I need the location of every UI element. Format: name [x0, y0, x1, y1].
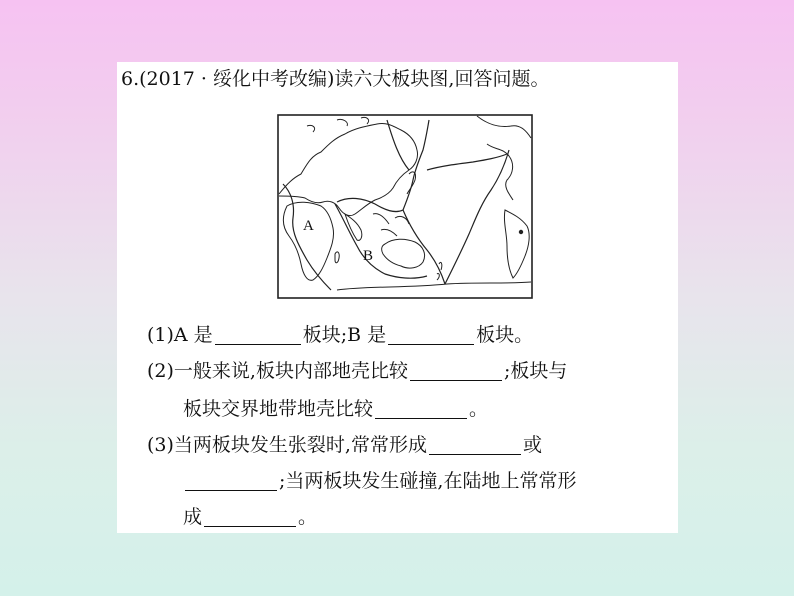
part-3-text-d: 成: [183, 506, 203, 528]
answer-blank-1b[interactable]: [388, 322, 474, 345]
part-2-text-c: 板块交界地带地壳比较: [183, 398, 374, 420]
part-3-line-1: [147, 428, 542, 462]
part-1-text-a: (1)A 是: [147, 324, 213, 346]
question-title: 6.(2017 · 绥化中考改编)读六大板块图,回答问题。: [121, 68, 550, 90]
part-3-line-2: [183, 464, 576, 498]
map-label-a: A: [303, 218, 314, 234]
part-1: [147, 318, 533, 352]
part-1-text-c: 板块。: [476, 324, 534, 346]
answer-blank-2b[interactable]: [375, 396, 467, 419]
map-label-b: B: [363, 248, 374, 264]
part-2-text-d: 。: [469, 398, 489, 420]
map-point-marker: [519, 230, 523, 234]
plate-map: [277, 114, 533, 299]
part-3-line-3: [183, 500, 317, 534]
part-1-text-b: 板块;B 是: [302, 324, 387, 346]
part-3-text-c: ;当两板块发生碰撞,在陆地上常常形: [279, 470, 577, 492]
part-3-text-b: 或: [522, 434, 542, 456]
answer-blank-3b[interactable]: [185, 468, 277, 491]
question-card: [117, 62, 678, 533]
part-2-text-a: (2)一般来说,板块内部地壳比较: [147, 360, 408, 382]
part-3-text-e: 。: [298, 506, 318, 528]
answer-blank-3a[interactable]: [429, 432, 521, 455]
answer-blank-3c[interactable]: [204, 504, 296, 527]
part-2-text-b: ;板块与: [503, 360, 568, 382]
answer-blank-1a[interactable]: [215, 322, 301, 345]
part-2-line-2: [183, 392, 488, 426]
answer-blank-2a[interactable]: [410, 358, 502, 381]
part-3-text-a: (3)当两板块发生张裂时,常常形成: [147, 434, 427, 456]
part-2-line-1: [147, 354, 567, 388]
